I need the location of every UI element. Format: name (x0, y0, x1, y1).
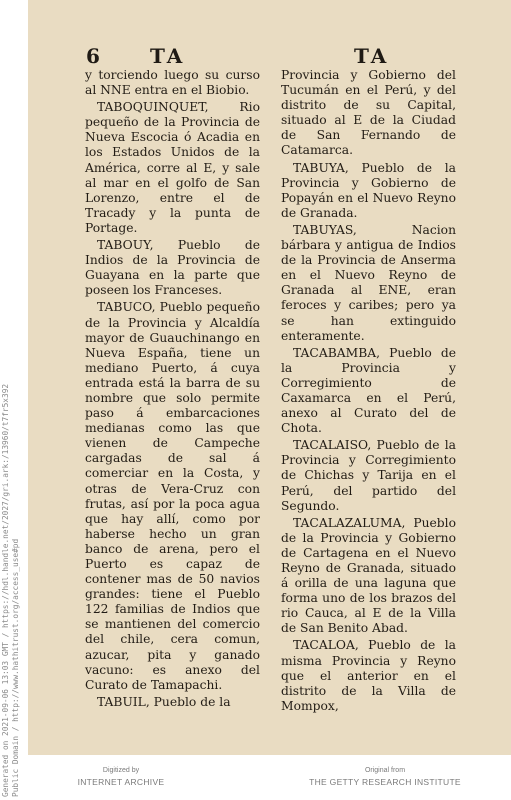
original-from-logo (300, 766, 470, 788)
right-running-head: TA (354, 44, 390, 68)
original-from-label: Original from (364, 767, 406, 774)
page-number: 6 (86, 44, 100, 68)
entry-taboquinquet: TABOQUINQUET, Rio pequeño de la Provincia de Nueva Escocia ó Acadia en los Estados Unidos de la América, corre al E, y sale al mar en el golfo de San Lorenzo, entre el de Tracady y la punta de Portage. (85, 100, 260, 235)
right-column (281, 68, 456, 716)
watermark-line: Generated on 2021-09-06 13:03 GMT / https://hdl.handle.net/2027/gri.ark:/13960/t7fr5x392 (1, 383, 10, 797)
entry-tacabamba: TACABAMBA, Pueblo de la Provincia y Corregimiento de Caxamarca en el Perú, anexo al Curato del de Chota. (281, 345, 456, 436)
digitized-by-label: Digitized by (102, 767, 140, 774)
entry-tabuil: TABUIL, Pueblo de la (97, 694, 231, 709)
hathitrust-watermark (1, 383, 21, 797)
entry-tabuco: TABUCO, Pueblo pequeño de la Provincia y Alcaldía mayor de Guauchinango en Nueva España, tiene un mediano Puerto, á cuya entrada está la barra de su nombre que solo permite paso á embarcaciones medianas como las que vienen de Campeche cargadas de sal á comerciar en la Costa, y otras de Vera-Cruz con frutas, así por la poca agua que hay allí, como por haberse hecho un gran banco de arena, pero el Puerto es capaz de contener mas de 50 navios grandes: tiene el Pueblo 122 familias de Indios que se mantienen del comercio del chile, cera comun, azucar, pita y ganado vacuno: es anexo del Curato de Tamapachi. (85, 300, 260, 692)
running-header (86, 44, 486, 70)
entry-tabouy: TABOUY, Pueblo de Indios de la Provincia de Guayana en la parte que poseen los Franceses. (85, 238, 260, 298)
left-column (85, 68, 260, 712)
entry-tabuya: TABUYA, Pueblo de la Provincia y Gobierno de Popayán en el Nuevo Reyno de Granada. (281, 160, 456, 220)
entry-tacalazaluma: TACALAZALUMA, Pueblo de la Provincia y Gobierno de Cartagena en el Nuevo Reyno de Granada, situado á orilla de una laguna que forma uno de los brazos del rio Cauca, al E de la Villa de San Benito Abad. (281, 515, 456, 636)
entry-tabuyas: TABUYAS, Nacion bárbara y antigua de Indios de la Provincia de Anserma en el Nuevo Reyno de Granada al ENE, eran feroces y caribes; pero ya se han extinguido enteramente. (281, 222, 456, 343)
paragraph: Provincia y Gobierno del Tucumán en el Perú, y del distrito de su Capital, situado al E de la Ciudad de San Fernando de Catamarca. (281, 68, 456, 158)
paragraph: y torciendo luego su curso al NNE entra en el Biobio. (85, 68, 260, 98)
internet-archive-label: INTERNET ARCHIVE (77, 777, 165, 787)
entry-tacaloa: TACALOA, Pueblo de la misma Provincia y Reyno que el anterior en el distrito de la Villa de Mompox, (281, 638, 456, 713)
watermark-line: Public Domain / http://www.hathitrust.org/access_use#pd (11, 538, 20, 797)
digitized-by-logo (66, 766, 176, 788)
left-running-head: TA (150, 44, 186, 68)
getty-institute-label: THE GETTY RESEARCH INSTITUTE (309, 777, 461, 787)
entry-tacalaiso: TACALAISO, Pueblo de la Provincia y Corregimiento de Chichas y Tarija en el Perú, del partido del Segundo. (281, 438, 456, 513)
